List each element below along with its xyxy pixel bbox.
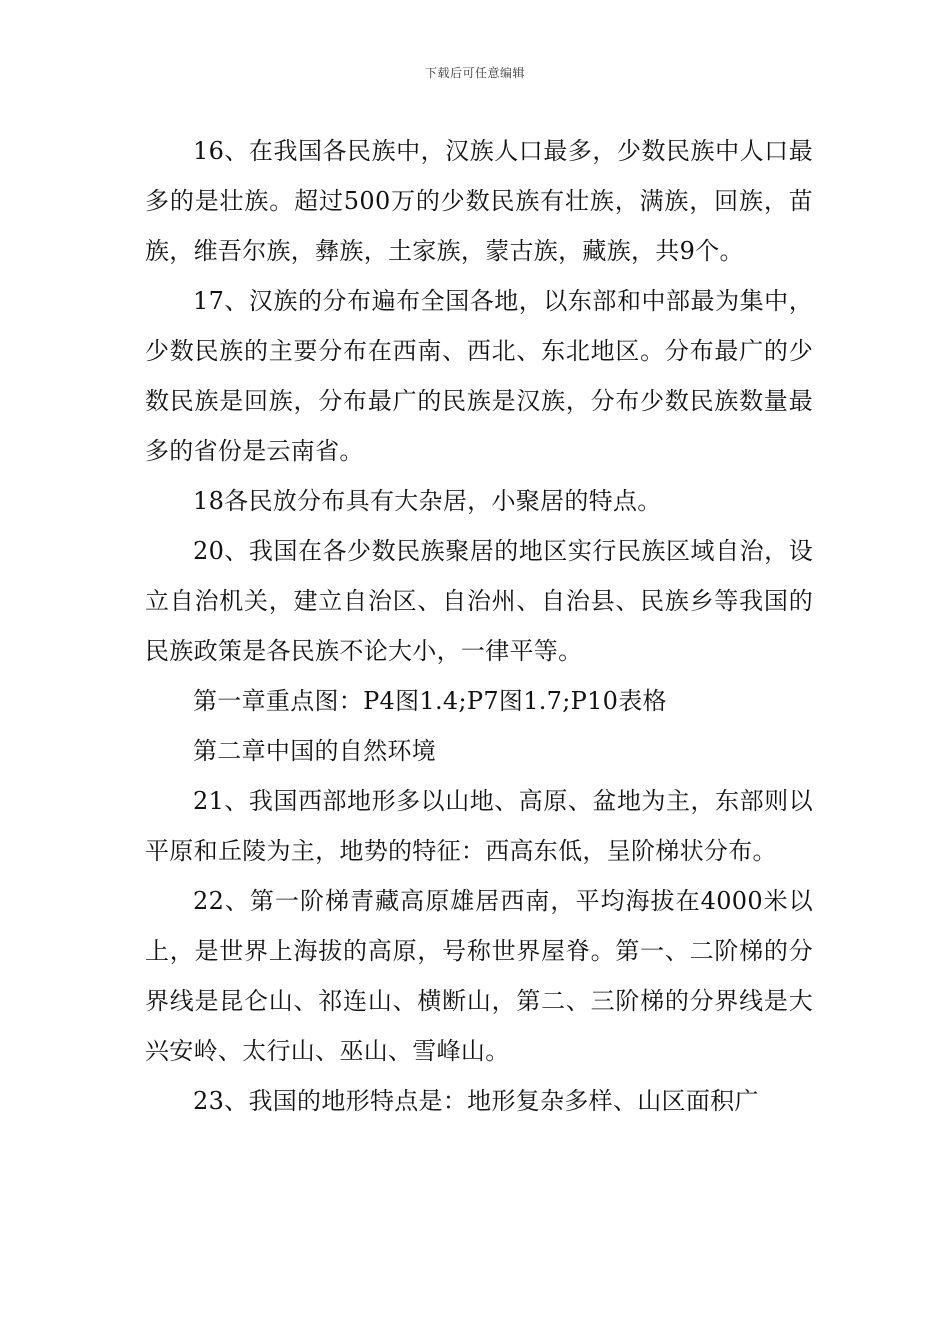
paragraph-18: 18各民放分布具有大杂居，小聚居的特点。 [193,487,662,515]
document-body [145,126,813,1126]
paragraph-16: 16、在我国各民族中，汉族人口最多，少数民族中人口最多的是壮族。超过500万的少数民族有壮族，满族，回族，苗族，维吾尔族，彝族，土家族，蒙古族，藏族，共9个。 [145,137,813,265]
chapter-two-title: 第二章中国的自然环境 [193,737,436,765]
paragraph-20: 20、我国在各少数民族聚居的地区实行民族区域自治，设立自治机关，建立自治区、自治州、自治县、民族乡等我国的民族政策是各民族不论大小，一律平等。 [145,537,813,665]
paragraph-21: 21、我国西部地形多以山地、高原、盆地为主，东部则以平原和丘陵为主，地势的特征：西高东低，呈阶梯状分布。 [145,787,813,865]
paragraph-23: 23、我国的地形特点是：地形复杂多样、山区面积广 [193,1087,759,1115]
paragraph-22: 22、第一阶梯青藏高原雄居西南，平均海拔在4000米以上，是世界上海拔的高原，号称世界屋脊。第一、二阶梯的分界线是昆仑山、祁连山、横断山，第二、三阶梯的分界线是大兴安岭、太行山、巫山、雪峰山。 [145,887,813,1065]
paragraph-17: 17、汉族的分布遍布全国各地，以东部和中部最为集中，少数民族的主要分布在西南、西北、东北地区。分布最广的少数民族是回族，分布最广的民族是汉族，分布少数民族数量最多的省份是云南省。 [145,287,813,465]
page-header-note: 下载后可任意编辑 [424,66,525,80]
chapter-one-key-figures: 第一章重点图：P4图1.4;P7图1.7;P10表格 [193,687,667,715]
